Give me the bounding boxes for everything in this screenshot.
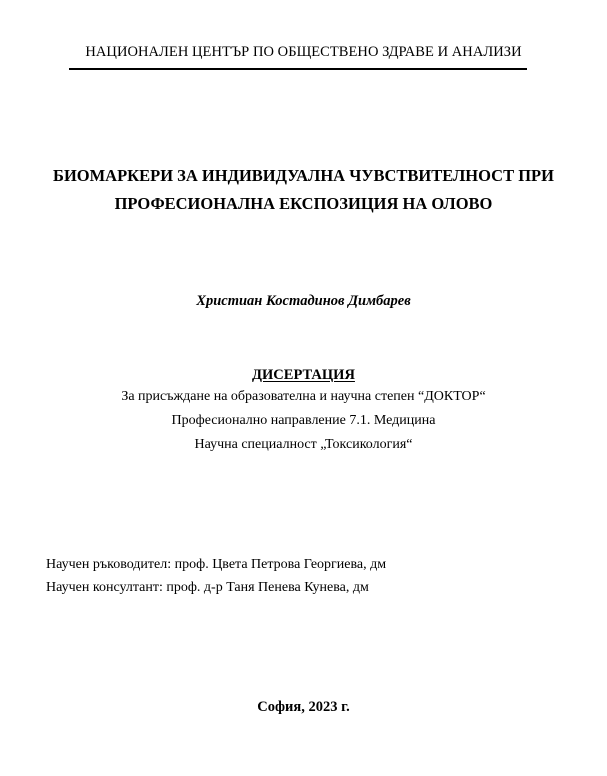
professional-field-line: Професионално направление 7.1. Медицина <box>171 413 436 428</box>
degree-line: За присъждане на образователна и научна степен “ДОКТОР“ <box>121 389 486 404</box>
scientific-consultant: Научен консултант: проф. д-р Таня Пенева Кунева, дм <box>46 580 369 595</box>
place-and-year: София, 2023 г. <box>257 699 350 715</box>
header-divider <box>69 68 527 70</box>
dissertation-heading: ДИСЕРТАЦИЯ <box>252 367 355 383</box>
scientific-supervisor: Научен ръководител: проф. Цвета Петрова Георгиева, дм <box>46 557 387 572</box>
institution-name: НАЦИОНАЛЕН ЦЕНТЪР ПО ОБЩЕСТВЕНО ЗДРАВЕ И АНАЛИЗИ <box>85 44 522 60</box>
dissertation-title-line-2: ПРОФЕСИОНАЛНА ЕКСПОЗИЦИЯ НА ОЛОВО <box>114 194 493 213</box>
dissertation-title-line-1: БИОМАРКЕРИ ЗА ИНДИВИДУАЛНА ЧУВСТВИТЕЛНОСТ ПРИ <box>53 166 554 185</box>
specialty-line: Научна специалност „Токсикология“ <box>194 437 413 452</box>
author-name: Христиан Костадинов Димбарев <box>196 293 411 309</box>
